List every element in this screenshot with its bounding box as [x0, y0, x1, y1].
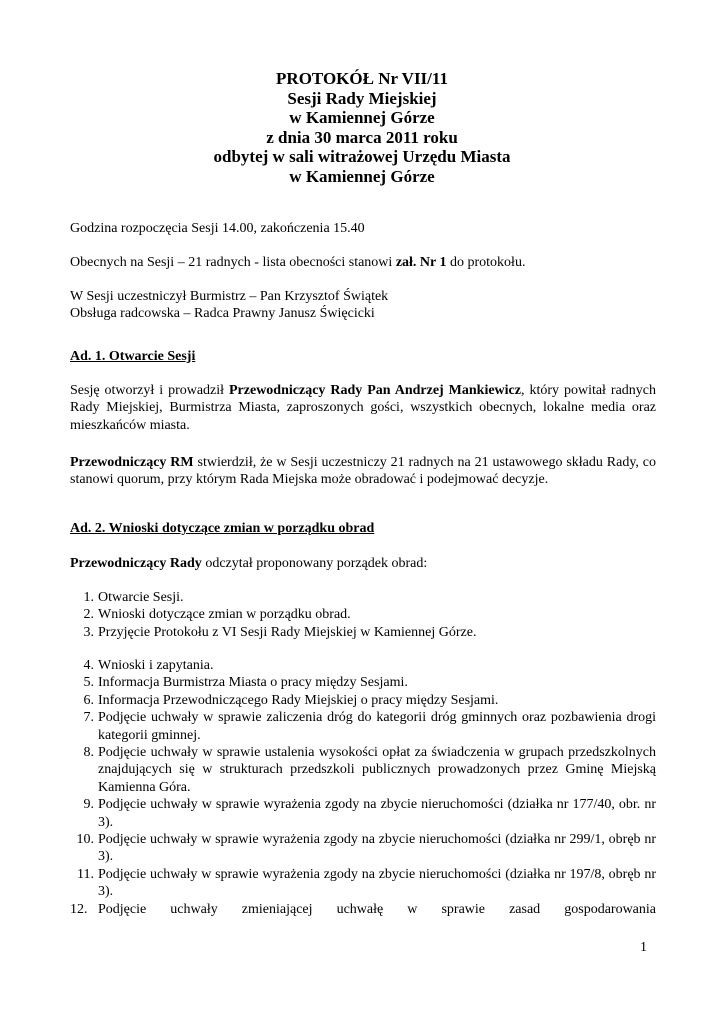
- section-1-paragraph-1: Sesję otworzył i prowadził Przewodniczący Rady Pan Andrzej Mankiewicz, który powitał radnych Rady Miejskiej, Burmistrza Miasta, zaproszonych gości, wszystkich obecnych, lokalne media oraz mieszkańców miasta.: [70, 383, 656, 433]
- agenda-list-part-2: [70, 657, 656, 918]
- list-item: 1. Otwarcie Sesji.: [83, 590, 184, 605]
- section-1-heading: Ad. 1. Otwarcie Sesji: [70, 349, 196, 364]
- session-time: Godzina rozpoczęcia Sesji 14.00, zakończenia 15.40: [70, 221, 365, 236]
- list-item: 11. Podjęcie uchwały w sprawie wyrażenia zgody na zbycie nieruchomości (działka nr 197/8, obręb nr 3).: [77, 866, 656, 900]
- title-line: Sesji Rady Miejskiej: [287, 88, 437, 108]
- title-line: w Kamiennej Górze: [289, 108, 435, 127]
- legal-line: Obsługa radcowska – Radca Prawny Janusz Święcicki: [70, 306, 375, 322]
- page-number: 1: [640, 940, 647, 955]
- list-item: 5. Informacja Burmistrza Miasta o pracy między Sesjami.: [83, 675, 408, 691]
- title-line: z dnia 30 marca 2011 roku: [266, 127, 458, 147]
- title-line: PROTOKÓŁ Nr VII/11: [276, 69, 448, 88]
- list-item: 10. Podjęcie uchwały w sprawie wyrażenia zgody na zbycie nieruchomości (działka nr 299/1, obręb nr 3).: [76, 832, 656, 865]
- section-2-intro: Przewodniczący Rady odczytał proponowany porządek obrad:: [70, 556, 428, 571]
- list-item: 2. Wnioski dotyczące zmian w porządku obrad.: [83, 607, 351, 623]
- section-1-paragraph-2: Przewodniczący RM stwierdził, że w Sesji uczestniczy 21 radnych na 21 ustawowego składu Rady, co stanowi quorum, przy którym Rada Miejska może obradować i podejmować decyzje.: [70, 455, 657, 488]
- list-item: 8. Podjęcie uchwały w sprawie ustalenia wysokości opłat za świadczenia w grupach przedszkolnych znajdujących się w strukturach przedszkoli publicznych prowadzonych przez Gminę Miejską Kamienna Góra.: [83, 745, 656, 795]
- list-item: 12. Podjęcie uchwały zmieniającej uchwałę w sprawie zasad gospodarowania: [70, 901, 656, 917]
- agenda-list-part-1: [70, 589, 656, 641]
- attendance-paragraph: Obecnych na Sesji – 21 radnych - lista obecności stanowi zał. Nr 1 do protokołu.: [70, 255, 526, 270]
- list-item: 9. Podjęcie uchwały w sprawie wyrażenia zgody na zbycie nieruchomości (działka nr 177/40, obr. nr 3).: [83, 797, 656, 830]
- list-item: 7. Podjęcie uchwały w sprawie zaliczenia dróg do kategorii dróg gminnych oraz pozbawienia drogi kategorii gminnej.: [83, 710, 656, 743]
- section-2-heading: Ad. 2. Wnioski dotyczące zmian w porządku obrad: [70, 521, 375, 536]
- title-line: w Kamiennej Górze: [289, 166, 435, 186]
- title-line: odbytej w sali witrażowej Urzędu Miasta: [213, 147, 511, 166]
- participants-paragraph: [70, 288, 656, 323]
- list-item: 4. Wnioski i zapytania.: [83, 658, 214, 673]
- list-item: 3. Przyjęcie Protokołu z VI Sesji Rady Miejskiej w Kamiennej Górze.: [83, 624, 477, 640]
- mayor-line: W Sesji uczestniczył Burmistrz – Pan Krzysztof Świątek: [70, 289, 389, 304]
- list-item: 6. Informacja Przewodniczącego Rady Miejskiej o pracy między Sesjami.: [83, 692, 499, 708]
- document-title: [0, 69, 724, 186]
